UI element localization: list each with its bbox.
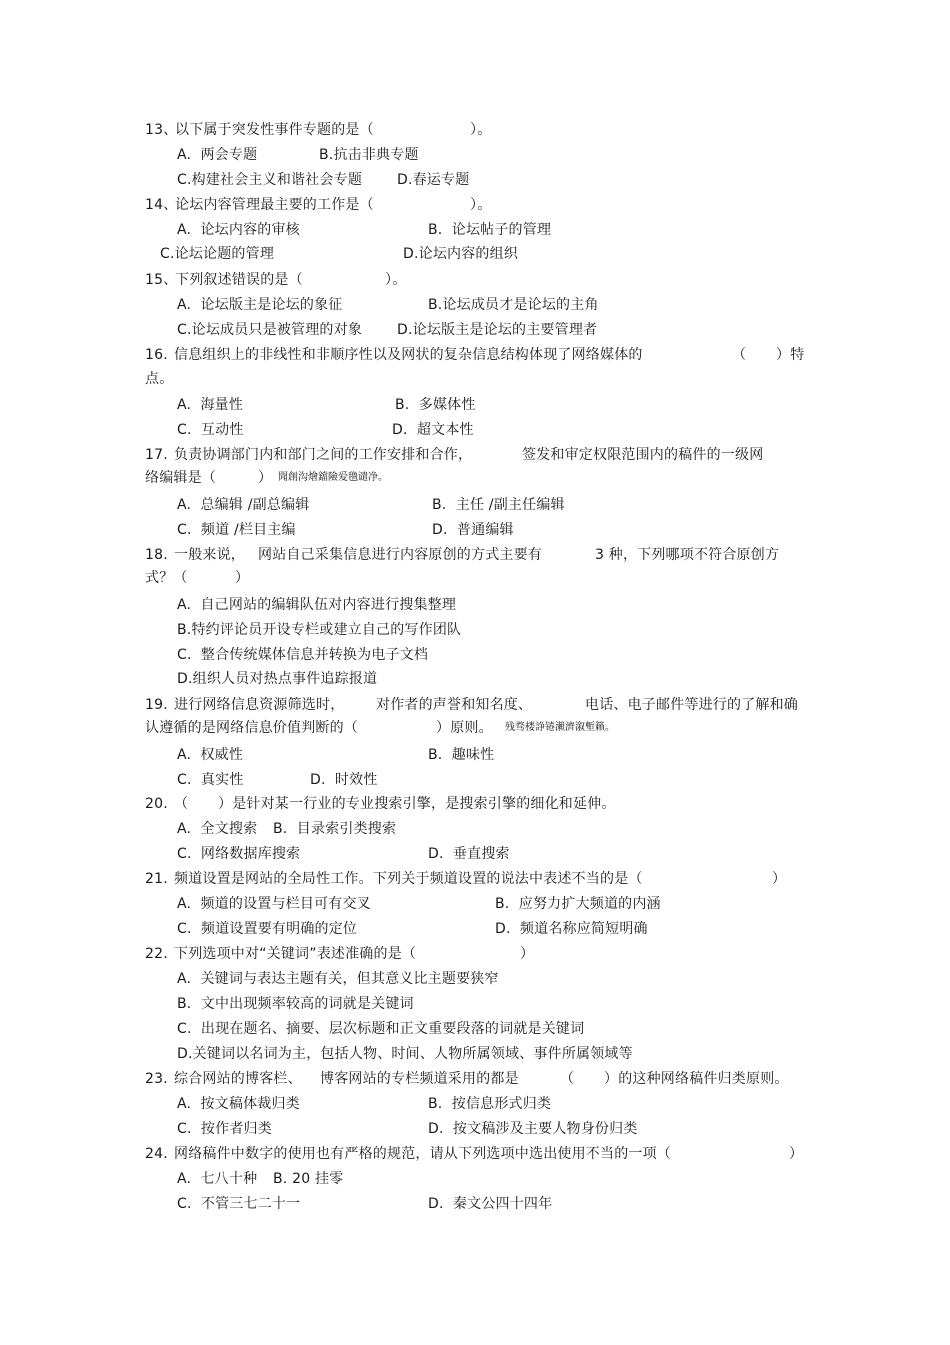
option-b: B.抗击非典专题 xyxy=(319,147,419,163)
question-stem-part2: 对作者的声誉和知名度、 xyxy=(376,697,533,713)
option-c: C. 频道 /栏目主编 xyxy=(177,522,296,538)
option-d: D. 时效性 xyxy=(310,772,378,788)
option-d: D. 频道名称应简短明确 xyxy=(495,921,648,937)
question-stem: 负责协调部门内和部门之间的工作安排和合作， xyxy=(174,447,473,463)
option-c: C. 整合传统媒体信息并转换为电子文档 xyxy=(177,647,429,663)
option-d: D.关键词以名词为主，包括人物、时间、人物所属领域、事件所属领域等 xyxy=(177,1046,633,1062)
option-a: A. 海量性 xyxy=(177,397,244,413)
question-number: 19. xyxy=(145,697,168,713)
option-d: D.春运专题 xyxy=(397,172,470,188)
question-stem: 以下属于突发性事件专题的是（ xyxy=(175,122,374,138)
option-d: D. 垂直搜索 xyxy=(428,846,510,862)
answer-bracket-close: ） xyxy=(789,1146,804,1162)
option-a: A. 权威性 xyxy=(177,747,244,763)
option-b: B. 文中出现频率较高的词就是关键词 xyxy=(177,996,414,1012)
answer-bracket-close: ） xyxy=(235,570,250,586)
option-b: B. 20 挂零 xyxy=(273,1171,344,1187)
question-number: 21. xyxy=(145,871,168,887)
option-a: A. 关键词与表达主题有关，但其意义比主题要狭窄 xyxy=(177,971,499,987)
answer-bracket-close: ） xyxy=(258,470,273,486)
answer-bracket-open: （ xyxy=(732,347,747,363)
question-stem: 论坛内容管理最主要的工作是（ xyxy=(175,197,374,213)
option-b: B. 主任 /副主任编辑 xyxy=(432,497,565,513)
option-d: D. 普通编辑 xyxy=(432,522,514,538)
question-stem-tail: ）的这种网络稿件归类原则。 xyxy=(604,1071,789,1087)
answer-bracket-close: ）。 xyxy=(470,197,492,213)
option-c: C. 频道设置要有明确的定位 xyxy=(177,921,358,937)
answer-bracket-close: ）特 xyxy=(776,347,805,363)
option-d: D. 超文本性 xyxy=(392,422,474,438)
question-stem: 一般来说， xyxy=(174,547,245,563)
question-number: 22. xyxy=(145,946,168,962)
option-a: A. 全文搜索 xyxy=(177,821,258,837)
question-number: 14、 xyxy=(145,197,178,213)
option-a: A. 自己网站的编辑队伍对内容进行搜集整理 xyxy=(177,597,457,613)
option-c: C. 真实性 xyxy=(177,772,244,788)
option-a: A. 总编辑 /副总编辑 xyxy=(177,497,310,513)
option-d: D.论坛版主是论坛的主要管理者 xyxy=(397,322,598,338)
question-stem-part2: 签发和审定权限范围内的稿件的一级网 xyxy=(522,447,764,463)
question-number: 13、 xyxy=(145,122,178,138)
question-stem: 下列选项中对“关键词”表述准确的是（ xyxy=(174,946,417,962)
question-stem: 信息组织上的非线性和非顺序性以及网状的复杂信息结构体现了网络媒体的 xyxy=(174,347,643,363)
question-stem: 频道设置是网站的全局性工作。下列关于频道设置的说法中表述不当的是（ xyxy=(174,871,643,887)
option-d: D. 按文稿涉及主要人物身份归类 xyxy=(428,1121,638,1137)
option-c: C.构建社会主义和谐社会专题 xyxy=(177,172,363,188)
question-number: 15、 xyxy=(145,272,178,288)
option-d: D.论坛内容的组织 xyxy=(403,246,519,262)
question-stem-continued: 络编辑是（ xyxy=(145,470,216,486)
question-number: 20. xyxy=(145,796,168,812)
option-b: B. 应努力扩大频道的内涵 xyxy=(495,896,661,912)
question-stem-continued: 点。 xyxy=(145,371,174,387)
question-stem: 综合网站的博客栏、 xyxy=(174,1071,302,1087)
answer-bracket-close: ）。 xyxy=(385,272,407,288)
option-c: C. 不管三七二十一 xyxy=(177,1196,301,1212)
answer-bracket-close: ）原则。 xyxy=(436,720,493,736)
option-d: D. 秦文公四十四年 xyxy=(428,1196,553,1212)
option-c: C.论坛论题的管理 xyxy=(160,246,275,262)
question-stem-continued: 式？（ xyxy=(145,570,188,586)
option-c: C. 网络数据库搜索 xyxy=(177,846,301,862)
option-c: C. 互动性 xyxy=(177,422,244,438)
question-stem-part3: 电话、电子邮件等进行的了解和确 xyxy=(585,697,798,713)
answer-bracket-open: （ xyxy=(174,796,189,812)
watermark-text: 残骛楼諍锩瀨濟溆塹籟。 xyxy=(505,722,615,733)
question-stem: 下列叙述错误的是（ xyxy=(175,272,303,288)
option-b: B.特约评论员开设专栏或建立自己的写作团队 xyxy=(177,622,462,638)
option-b: B. 目录索引类搜索 xyxy=(273,821,397,837)
question-stem: 网络稿件中数字的使用也有严格的规范，请从下列选项中选出使用不当的一项（ xyxy=(174,1146,671,1162)
question-stem-part3: 3 种，下列哪项不符合原创方 xyxy=(595,547,780,563)
question-stem-continued: 认遵循的是网络信息价值判断的（ xyxy=(145,720,358,736)
option-a: A. 两会专题 xyxy=(177,147,258,163)
option-b: B. 多媒体性 xyxy=(395,397,476,413)
answer-bracket-open: （ xyxy=(560,1071,575,1087)
question-stem-part2: 博客网站的专栏频道采用的都是 xyxy=(320,1071,519,1087)
option-a: A. 论坛版主是论坛的象征 xyxy=(177,297,343,313)
option-b: B. 按信息形式归类 xyxy=(428,1096,552,1112)
option-d: D.组织人员对热点事件追踪报道 xyxy=(177,671,378,687)
option-b: B. 论坛帖子的管理 xyxy=(428,222,552,238)
question-number: 23. xyxy=(145,1071,168,1087)
option-a: A. 七八十种 xyxy=(177,1171,258,1187)
question-number: 24. xyxy=(145,1146,168,1162)
question-number: 16. xyxy=(145,347,168,363)
question-number: 18. xyxy=(145,547,168,563)
option-c: C.论坛成员只是被管理的对象 xyxy=(177,322,363,338)
question-stem: 进行网络信息资源筛选时， xyxy=(174,697,345,713)
option-b: B. 趣味性 xyxy=(428,747,495,763)
option-c: C. 按作者归类 xyxy=(177,1121,272,1137)
answer-bracket-close: ）。 xyxy=(470,122,492,138)
answer-bracket-close: ） xyxy=(772,871,787,887)
question-stem: ）是针对某一行业的专业搜索引擎，是搜索引擎的细化和延伸。 xyxy=(218,796,616,812)
option-a: A. 按文稿体裁归类 xyxy=(177,1096,300,1112)
watermark-text: 聞創沟燴鐺險爱氇谴净。 xyxy=(278,472,388,483)
option-b: B.论坛成员才是论坛的主角 xyxy=(428,297,599,313)
option-c: C. 出现在题名、摘要、层次标题和正文重要段落的词就是关键词 xyxy=(177,1021,585,1037)
answer-bracket-close: ） xyxy=(520,946,535,962)
option-a: A. 频道的设置与栏目可有交叉 xyxy=(177,896,371,912)
question-number: 17. xyxy=(145,447,168,463)
question-stem-part2: 网站自己采集信息进行内容原创的方式主要有 xyxy=(258,547,542,563)
option-a: A. 论坛内容的审核 xyxy=(177,222,300,238)
